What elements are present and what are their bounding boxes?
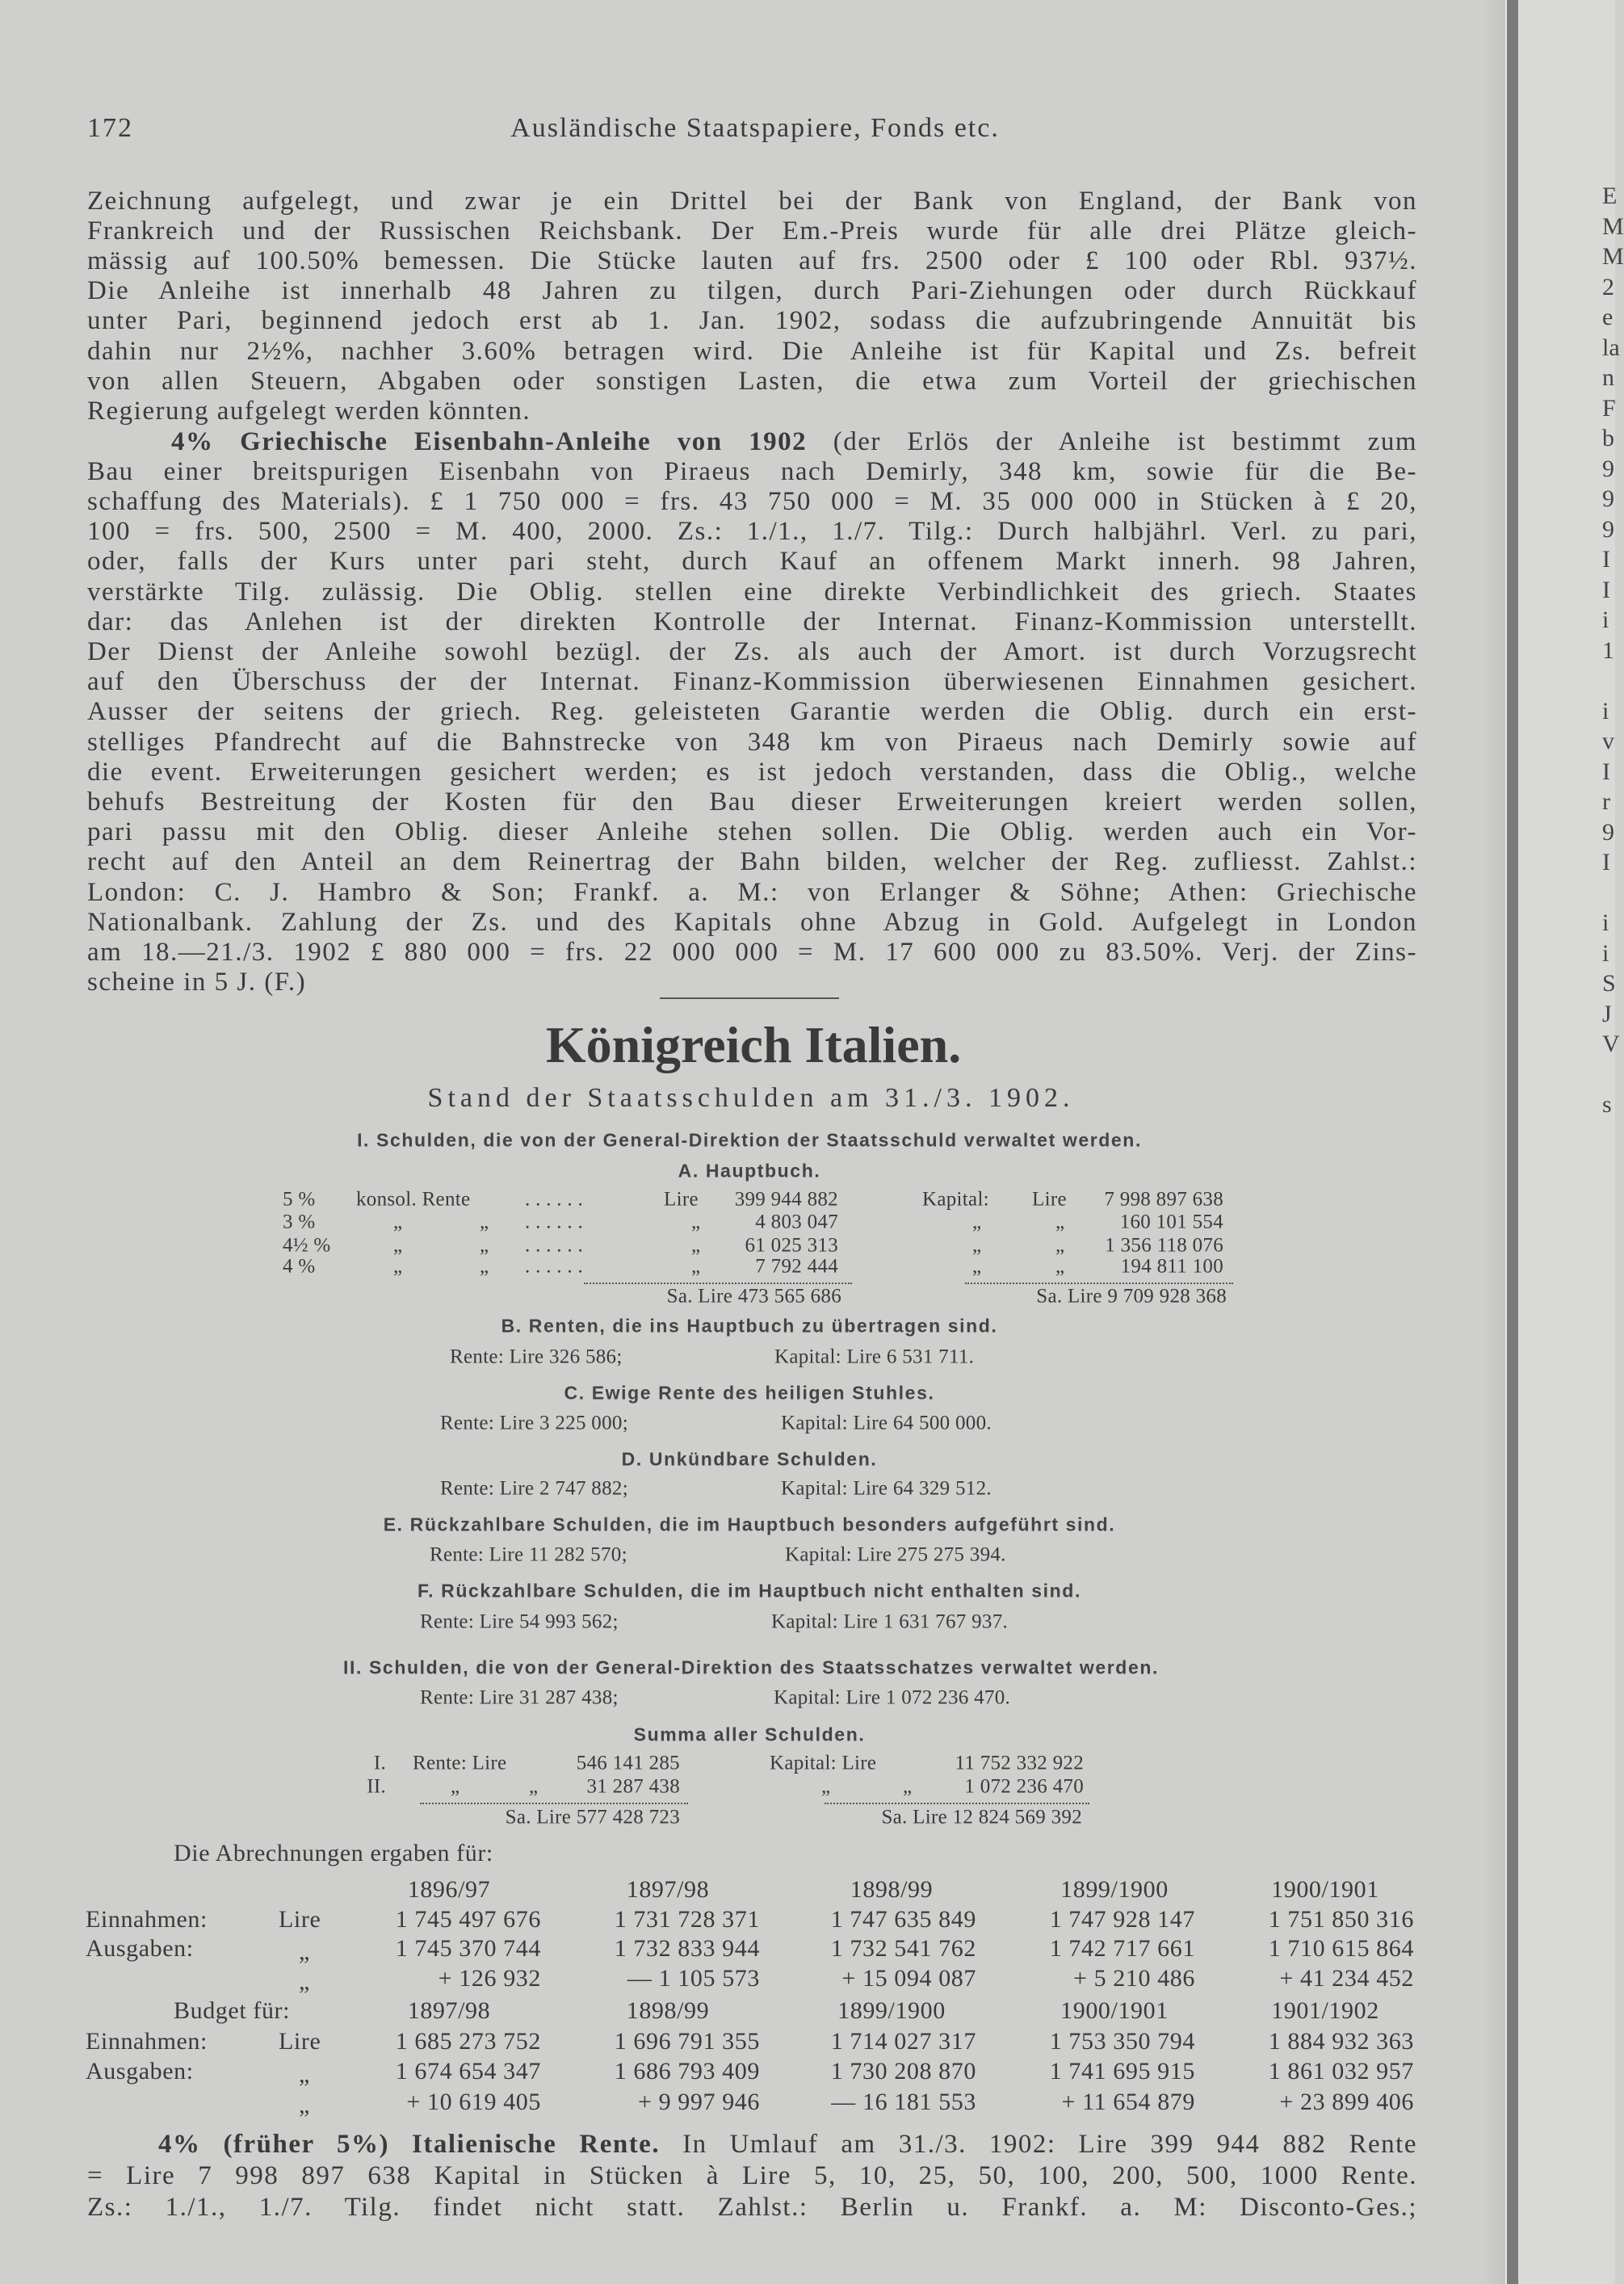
ditto-mark: „ <box>480 1255 489 1278</box>
einnahmen-value: 1 685 273 752 <box>395 2028 541 2055</box>
kapital-summary: Kapital: Lire 275 275 394. <box>785 1543 1006 1566</box>
saldo-value: + 23 899 406 <box>1279 2089 1414 2115</box>
body-text-line: oder, falls der Kurs unter pari steht, durch Kauf an offenem Markt innerh. 98 Jahren, <box>87 547 1417 577</box>
saldo-value: + 11 654 879 <box>1061 2089 1195 2115</box>
roman-numeral: I. <box>373 1752 386 1774</box>
body-text-fragment: (der Erlös der Anleihe ist bestimmt zum <box>807 426 1418 456</box>
subsection-heading: Summa aller Schulden. <box>633 1723 866 1745</box>
ausgaben-value: 1 745 370 744 <box>395 1935 541 1962</box>
ditto-mark: „ <box>529 1775 539 1798</box>
kapital-total: Sa. Lire 12 824 569 392 <box>881 1806 1082 1828</box>
next-page-text-fragment: I <box>1602 576 1610 603</box>
next-page-text-fragment: E <box>1602 183 1618 209</box>
adjacent-page-edge <box>1518 0 1618 2284</box>
rente-value: 31 287 438 <box>586 1775 680 1798</box>
next-page-text-fragment: M <box>1602 212 1624 240</box>
body-text-line: = Lire 7 998 897 638 Kapital in Stücken à Lire 5, 10, 25, 50, 100, 200, 500, 1000 Rente. <box>87 2160 1417 2190</box>
next-page-text-fragment: I <box>1602 758 1610 785</box>
budget-label: Budget für: <box>174 1997 291 2024</box>
saldo-value: + 10 619 405 <box>406 2089 541 2115</box>
ausgaben-value: 1 732 833 944 <box>614 1935 760 1962</box>
next-page-text-fragment: 9 <box>1602 455 1614 482</box>
next-page-text-fragment: r <box>1602 788 1610 815</box>
subsection-heading: D. Unkündbare Schulden. <box>621 1448 878 1470</box>
ditto-mark: „ <box>299 2061 310 2088</box>
body-text-line: pari passu mit den Oblig. dieser Anleihe stehen sollen. Die Oblig. werden auch ein Vor- <box>87 817 1417 847</box>
saldo-value: + 9 997 946 <box>637 2089 760 2115</box>
next-page-text-fragment: 9 <box>1602 515 1614 543</box>
next-page-text-fragment: 1 <box>1602 636 1614 664</box>
body-text-line: Regierung aufgelegt werden könnten. <box>87 396 531 426</box>
rate-cell: 4½ % <box>283 1234 331 1257</box>
currency-label: Lire <box>664 1188 699 1211</box>
kapital-summary: Kapital: Lire 1 072 236 470. <box>774 1686 1011 1709</box>
rente-total: Sa. Lire 473 565 686 <box>666 1285 841 1308</box>
body-text-line <box>158 2130 1417 2160</box>
next-page-text-fragment: e <box>1602 304 1614 330</box>
ausgaben-value: 1 732 541 762 <box>830 1935 976 1962</box>
rente-value: 546 141 285 <box>576 1752 680 1774</box>
kapital-value: 1 072 236 470 <box>964 1775 1084 1798</box>
leader-dots: . . . . . . <box>525 1188 584 1211</box>
next-page-text-fragment: v <box>1602 728 1614 754</box>
year-header: 1901/1902 <box>1271 1997 1379 2024</box>
body-text-line: am 18.—21./3. 1902 £ 880 000 = frs. 22 000 000 = M. 17 600 000 zu 83.50%. Verj. der Zins- <box>87 937 1417 967</box>
body-text-line: Nationalbank. Zahlung der Zs. und des Kapitals ohne Abzug in Gold. Aufgelegt in London <box>87 907 1417 937</box>
kapital-value: 11 752 332 922 <box>955 1752 1084 1774</box>
body-text-line <box>171 427 1417 457</box>
einnahmen-value: 1 745 497 676 <box>395 1906 541 1933</box>
einnahmen-value: 1 714 027 317 <box>830 2028 976 2055</box>
year-header: 1898/99 <box>626 1997 710 2024</box>
ausgaben-value: 1 741 695 915 <box>1049 2058 1195 2085</box>
body-text-line: Zs.: 1./1., 1./7. Tilg. findet nicht statt. Zahlst.: Berlin u. Frankf. a. M: Disconto-Ges.; <box>87 2192 1417 2222</box>
body-text-line: 100 = frs. 500, 2500 = M. 400, 2000. Zs.: 1./1., 1./7. Tilg.: Durch halbjährl. Verl. zu pari, <box>87 517 1417 547</box>
row-label-einnahmen: Einnahmen: <box>86 1906 208 1933</box>
section-heading: I. Schulden, die von der General-Direktion der Staatsschuld verwaltet werden. <box>357 1129 1142 1151</box>
year-header: 1899/1900 <box>837 1997 946 2024</box>
subsection-heading: B. Renten, die ins Hauptbuch zu übertragen sind. <box>501 1315 998 1337</box>
saldo-value: + 5 210 486 <box>1072 1965 1195 1992</box>
row-label-einnahmen: Einnahmen: <box>86 2028 208 2055</box>
ditto-mark: „ <box>451 1775 460 1798</box>
next-page-text-fragment: i <box>1602 697 1609 724</box>
table-intro: Die Abrechnungen ergaben für: <box>174 1840 493 1866</box>
page-number: 172 <box>87 113 133 143</box>
ditto-mark: „ <box>1055 1211 1065 1233</box>
sum-rule <box>420 1803 688 1804</box>
sum-rule <box>965 1283 1233 1284</box>
sum-rule <box>584 1283 852 1284</box>
ditto-mark: „ <box>299 1938 310 1965</box>
rate-cell: 3 % <box>283 1211 316 1233</box>
body-text-line: Frankreich und der Russischen Reichsbank. Der Em.-Preis wurde für alle drei Plätze gleich- <box>87 216 1417 246</box>
ditto-mark: „ <box>903 1775 913 1798</box>
next-page-text-fragment: i <box>1602 607 1609 633</box>
kapital-summary: Kapital: Lire 64 329 512. <box>781 1477 992 1500</box>
year-header: 1900/1901 <box>1060 1997 1169 2024</box>
body-text-line: schaffung des Materials). £ 1 750 000 = frs. 43 750 000 = M. 35 000 000 in Stücken à £ 20, <box>87 486 1417 516</box>
kapital-value: 7 998 897 638 <box>1104 1188 1223 1211</box>
next-page-text-fragment: i <box>1602 939 1609 967</box>
ditto-mark: „ <box>972 1211 982 1233</box>
saldo-value: + 126 932 <box>438 1965 541 1992</box>
section-heading: II. Schulden, die von der General-Direktion des Staatsschatzes verwaltet werden. <box>343 1656 1159 1678</box>
subsection-heading: E. Rückzahlbare Schulden, die im Hauptbuch besonders aufgeführt sind. <box>383 1514 1116 1535</box>
roman-numeral: II. <box>367 1775 386 1798</box>
ditto-mark: „ <box>1055 1255 1065 1278</box>
sum-rule <box>825 1803 1089 1804</box>
next-page-text-fragment: la <box>1602 334 1620 361</box>
section-title: Königreich Italien. <box>545 1016 962 1073</box>
rente-summary: Rente: Lire 3 225 000; <box>440 1412 628 1434</box>
body-text-line: Die Anleihe ist innerhalb 48 Jahren zu tilgen, durch Pari-Ziehungen oder durch Rückkauf <box>87 276 1417 306</box>
ditto-mark: „ <box>1055 1234 1065 1257</box>
saldo-value: — 16 181 553 <box>831 2089 976 2115</box>
kapital-value: 1 356 118 076 <box>1105 1234 1223 1257</box>
paragraph-lead-heading: 4% (früher 5%) Italienische Rente. <box>158 2129 661 2159</box>
body-text-line: London: C. J. Hambro & Son; Frankf. a. M.: von Erlanger & Söhne; Athen: Griechische <box>87 877 1417 907</box>
kapital-summary: Kapital: Lire 6 531 711. <box>774 1346 975 1368</box>
ditto-mark: „ <box>691 1211 701 1233</box>
einnahmen-value: 1 753 350 794 <box>1049 2028 1195 2055</box>
year-header: 1897/98 <box>407 1997 491 2024</box>
next-page-text-fragment: I <box>1602 546 1610 573</box>
row-label-ausgaben: Ausgaben: <box>86 1935 194 1962</box>
einnahmen-value: 1 747 635 849 <box>830 1906 976 1933</box>
ditto-mark: „ <box>393 1255 403 1278</box>
ausgaben-value: 1 742 717 661 <box>1049 1935 1195 1962</box>
rente-summary: Rente: Lire 11 282 570; <box>430 1543 627 1566</box>
body-text-line: scheine in 5 J. (F.) <box>87 968 307 997</box>
ausgaben-value: 1 710 615 864 <box>1268 1935 1414 1962</box>
body-text-line: dahin nur 2½%, nachher 3.60% betragen wird. Die Anleihe ist für Kapital und Zs. befreit <box>87 336 1417 366</box>
next-page-text-fragment: n <box>1602 364 1614 391</box>
year-header: 1896/97 <box>407 1876 491 1903</box>
ditto-mark: „ <box>480 1211 489 1233</box>
body-text-line: recht auf den Anteil an dem Reinertrag der Bahn bilden, welcher der Reg. zufliesst. Zahlst.: <box>87 847 1417 877</box>
kapital-summary: Kapital: Lire 1 631 767 937. <box>771 1610 1009 1633</box>
year-header: 1900/1901 <box>1271 1876 1379 1903</box>
leader-dots: . . . . . . <box>525 1211 584 1233</box>
rente-label: Rente: Lire <box>413 1752 507 1774</box>
currency-label: Lire <box>279 1906 321 1933</box>
subsection-heading: F. Rückzahlbare Schulden, die im Hauptbuch nicht enthalten sind. <box>418 1580 1081 1602</box>
next-page-text-fragment: 9 <box>1602 818 1614 846</box>
next-page-text-fragment: 2 <box>1602 273 1614 300</box>
year-header: 1898/99 <box>850 1876 934 1903</box>
kapital-value: 194 811 100 <box>1120 1255 1223 1278</box>
ditto-mark: „ <box>393 1211 403 1233</box>
body-text-line: unter Pari, beginnend jedoch erst ab 1. Jan. 1902, sodass die aufzubringende Annuität bis <box>87 306 1417 336</box>
rente-summary: Rente: Lire 54 993 562; <box>420 1610 619 1633</box>
row-label-ausgaben: Ausgaben: <box>86 2058 194 2085</box>
einnahmen-value: 1 751 850 316 <box>1268 1906 1414 1933</box>
subsection-heading: A. Hauptbuch. <box>678 1160 821 1182</box>
running-title: Ausländische Staatspapiere, Fonds etc. <box>510 113 1000 143</box>
rente-value: 399 944 882 <box>734 1188 838 1211</box>
gutter-shadow <box>1482 0 1506 2284</box>
saldo-value: + 41 234 452 <box>1279 1965 1414 1992</box>
currency-label: Lire <box>279 2028 321 2055</box>
kapital-label: Kapital: <box>922 1188 989 1211</box>
body-text-line: Ausser der seitens der griech. Reg. geleisteten Garantie werden die Oblig. durch ein erst- <box>87 697 1417 727</box>
rate-cell: 4 % <box>283 1255 316 1278</box>
ditto-mark: „ <box>972 1234 982 1257</box>
body-text-line: Bau einer breitspurigen Eisenbahn von Piraeus nach Demirly, 348 km, sowie für die Be- <box>87 456 1417 486</box>
ditto-mark: „ <box>299 2092 310 2118</box>
next-page-text-fragment: 9 <box>1602 485 1614 512</box>
rente-total: Sa. Lire 577 428 723 <box>505 1806 680 1828</box>
body-text-line: mässig auf 100.50% bemessen. Die Stücke lauten auf frs. 2500 oder £ 100 oder Rbl. 937½. <box>87 246 1417 275</box>
leader-dots: . . . . . . <box>525 1255 584 1278</box>
body-text-line: stelliges Pfandrecht auf die Bahnstrecke von 348 km von Piraeus nach Demirly sowie auf <box>87 727 1417 757</box>
ausgaben-value: 1 686 793 409 <box>614 2058 760 2085</box>
body-text-line: die event. Erweiterungen gesichert werden; es ist jedoch verstanden, dass die Oblig., welche <box>87 757 1417 787</box>
rente-summary: Rente: Lire 2 747 882; <box>440 1477 628 1500</box>
section-subtitle: Stand der Staatsschulden am 31./3. 1902. <box>427 1083 1075 1113</box>
ausgaben-value: 1 674 654 347 <box>395 2058 541 2085</box>
body-text-line: Zeichnung aufgelegt, und zwar je ein Drittel bei der Bank von England, der Bank von <box>87 186 1417 216</box>
saldo-value: + 15 094 087 <box>841 1965 976 1992</box>
year-header: 1897/98 <box>626 1876 710 1903</box>
ausgaben-value: 1 861 032 957 <box>1268 2058 1414 2085</box>
einnahmen-value: 1 884 932 363 <box>1268 2028 1414 2055</box>
einnahmen-value: 1 696 791 355 <box>614 2028 760 2055</box>
einnahmen-value: 1 731 728 371 <box>614 1906 760 1933</box>
section-separator <box>660 997 839 999</box>
next-page-text-fragment: s <box>1602 1091 1612 1118</box>
body-text-line: auf den Überschuss der der Internat. Finanz-Kommission überwiesenen Einnahmen gesichert. <box>87 667 1417 697</box>
ditto-mark: „ <box>393 1234 403 1257</box>
next-page-text-fragment: S <box>1602 970 1616 997</box>
next-page-text-fragment: i <box>1602 909 1609 936</box>
rente-value: 7 792 444 <box>755 1255 838 1278</box>
rente-value: 61 025 313 <box>745 1234 838 1257</box>
leader-dots: . . . . . . <box>525 1234 584 1257</box>
ditto-mark: „ <box>691 1255 701 1278</box>
kapital-value: 160 101 554 <box>1119 1211 1223 1233</box>
rente-summary: Rente: Lire 31 287 438; <box>420 1686 619 1709</box>
next-page-text-fragment: V <box>1602 1031 1620 1057</box>
einnahmen-value: 1 747 928 147 <box>1049 1906 1195 1933</box>
debt-kind-cell: konsol. Rente <box>356 1188 471 1211</box>
next-page-text-fragment: F <box>1602 394 1616 422</box>
rente-value: 4 803 047 <box>755 1211 838 1233</box>
currency-label: Lire <box>1032 1188 1067 1211</box>
paragraph-lead-heading: 4% Griechische Eisenbahn-Anleihe von 1902 <box>171 426 808 456</box>
ditto-mark: „ <box>821 1775 831 1798</box>
body-text-line: von allen Steuern, Abgaben oder sonstigen Lasten, die etwa zum Vorteil der griechischen <box>87 366 1417 396</box>
ditto-mark: „ <box>972 1255 982 1278</box>
ditto-mark: „ <box>299 1968 310 1995</box>
kapital-label: Kapital: Lire <box>770 1752 877 1774</box>
kapital-summary: Kapital: Lire 64 500 000. <box>781 1412 992 1434</box>
next-page-text-fragment: M <box>1602 243 1624 270</box>
rente-summary: Rente: Lire 326 586; <box>450 1346 623 1368</box>
next-page-text-fragment: b <box>1602 425 1614 451</box>
saldo-value: — 1 105 573 <box>627 1965 760 1992</box>
body-text-line: dar: das Anlehen ist der direkten Kontrolle der Internat. Finanz-Kommission unterstellt. <box>87 607 1417 636</box>
rate-cell: 5 % <box>283 1188 316 1211</box>
ditto-mark: „ <box>480 1234 489 1257</box>
body-text-fragment: In Umlauf am 31./3. 1902: Lire 399 944 882 Rente <box>660 2129 1417 2159</box>
body-text-line: verstärkte Tilg. zulässig. Die Oblig. stellen eine direkte Verbindlichkeit des griech. Staates <box>87 577 1417 607</box>
ausgaben-value: 1 730 208 870 <box>830 2058 976 2085</box>
kapital-total: Sa. Lire 9 709 928 368 <box>1036 1285 1227 1308</box>
next-page-text-fragment: I <box>1602 849 1610 875</box>
body-text-line: behufs Bestreitung der Kosten für den Bau dieser Erweiterungen kreiert werden sollen, <box>87 787 1417 817</box>
body-text-line: Der Dienst der Anleihe sowohl bezügl. der Zs. als auch der Amort. ist durch Vorzugsrecht <box>87 636 1417 666</box>
year-header: 1899/1900 <box>1060 1876 1169 1903</box>
next-page-text-fragment: J <box>1602 1000 1612 1027</box>
subsection-heading: C. Ewige Rente des heiligen Stuhles. <box>564 1382 935 1404</box>
ditto-mark: „ <box>691 1234 701 1257</box>
